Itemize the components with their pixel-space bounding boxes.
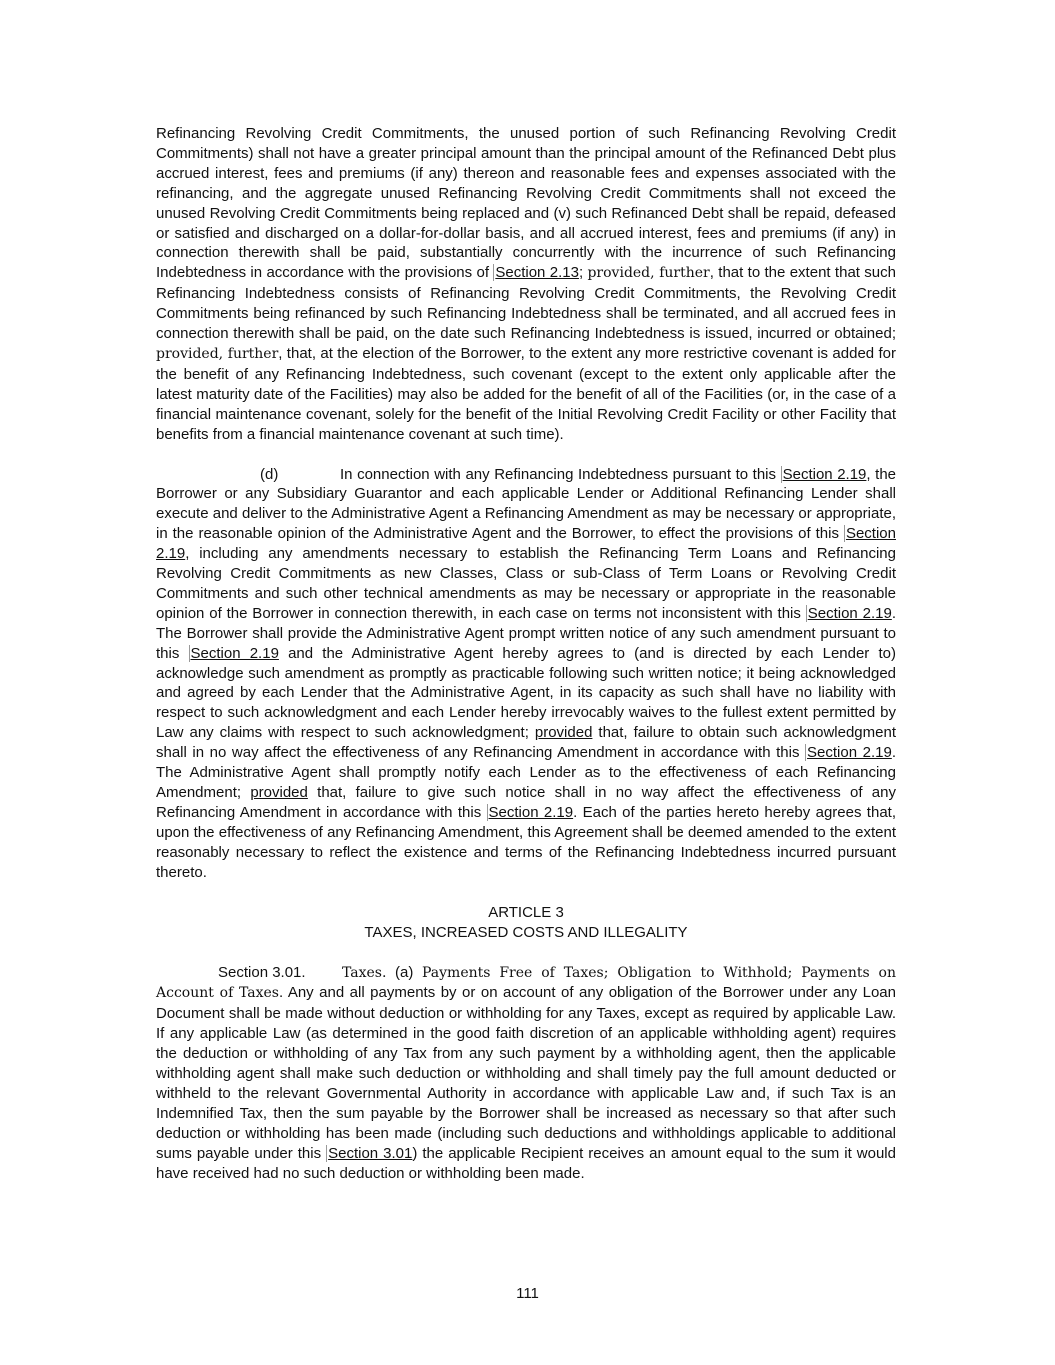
section-link-2-13[interactable]: Section 2.13 bbox=[495, 264, 579, 282]
text: , that to the extent that such Refinancing Indebtedness consists of Refinancing Revolving Credit Commitments, the Revolving Credit Commitments being refinanced by such Refinancing Indebtedness shall be terminated, and all accrued fees in connection therewith shall be paid, on the date such Refinancing Indebtedness is issued, incurred or obtained; bbox=[156, 264, 896, 343]
section-link-2-19[interactable]: Section 2.19 bbox=[156, 525, 896, 563]
proviso-term: provided, further bbox=[587, 265, 710, 282]
text: ) the applicable Recipient receives an amount equal to the sum it would have received had no such deduction or withholding been made. bbox=[156, 1144, 896, 1182]
article-number: ARTICLE 3 bbox=[488, 903, 564, 921]
proviso-term: provided, further bbox=[156, 345, 279, 362]
text: . The Borrower shall provide the Administrative Agent prompt written notice of any such amendment pursuant to this bbox=[156, 604, 896, 662]
section-link-2-19[interactable]: Section 2.19 bbox=[488, 803, 574, 821]
text: ; bbox=[578, 264, 588, 282]
text: . Each of the parties hereto hereby agrees that, upon the effectiveness of any Refinancing Amendment, this Agreement shall be deemed amended to the extent reasonably necessary to reflect the existence and terms of the Refinancing Indebtedness incurred pursuant thereto. bbox=[156, 803, 896, 881]
paragraph-d bbox=[156, 465, 896, 883]
section-label: Section 3.01. bbox=[218, 963, 306, 981]
text: , the Borrower or any Subsidiary Guarantor and each applicable Lender or Additional Refinancing Lender shall execute and deliver to the Administrative Agent a Refinancing Amendment as may be necessary or appropriate, in the reasonable opinion of the Administrative Agent and the Borrower, to effect the provisions of this bbox=[156, 465, 896, 543]
text: (a) bbox=[386, 963, 422, 981]
section-link-2-19[interactable]: Section 2.19 bbox=[782, 465, 867, 483]
paragraph-refinancing-continued bbox=[156, 124, 896, 445]
proviso-term: provided bbox=[250, 784, 308, 801]
section-link-3-01[interactable]: Section 3.01 bbox=[328, 1144, 413, 1162]
document-body bbox=[156, 124, 896, 1184]
proviso-term: provided bbox=[534, 724, 593, 742]
text: , that, at the election of the Borrower, to the extent any more restrictive covenant is added for the benefit of any Refinancing Indebtedness, such covenant (except to the extent only applicable after the latest maturity date of the Facilities) may also be added for the benefit of all of the Facilities (or, in the case of a financial maintenance covenant, solely for the benefit of the Initial Revolving Credit Facility or other Facility that benefits from a financial maintenance covenant at such time). bbox=[156, 344, 896, 443]
subsection-heading: Payments Free of Taxes; Obligation to Withhold; Payments on Account of Taxes bbox=[156, 964, 896, 1002]
page-number: 111 bbox=[516, 1285, 539, 1302]
section-heading: Taxes. bbox=[342, 964, 387, 981]
section-3-01-paragraph bbox=[156, 963, 896, 1184]
article-heading bbox=[156, 903, 896, 943]
text: , including any amendments necessary to establish the Refinancing Term Loans and Refinancing Revolving Credit Commitments as new Classes, Class or sub-Class of Term Loans or Revolving Credit Commitments and such other technical amendments as may be necessary or appropriate in the reasonable opinion of the Borrower in connection therewith, in each case on terms not inconsistent with this bbox=[156, 545, 896, 622]
text: In connection with any Refinancing Indebtedness pursuant to this bbox=[340, 465, 781, 483]
text: . Any and all payments by or on account of any obligation of the Borrower under any Loan Document shall be made without deduction or withholding for any Taxes, except as required by applicable Law. If any applicable Law (as determined in the good faith discretion of an applicable withholding agent) requires the deduction or withholding of any Tax from any such payment by a withholding agent, then the applicable withholding agent shall make such deduction or withholding and shall timely pay the full amount deducted or withheld to the relevant Governmental Authority in accordance with applicable Law and, if such Tax is an Indemnified Tax, then the sum payable by the Borrower shall be increased as necessary so that after such deduction or withholding has been made (including such deductions and withholdings applicable to additional sums payable under this bbox=[156, 984, 896, 1162]
text: that, failure to obtain such acknowledgment shall in no way affect the effectiveness of any Refinancing Amendment in accordance with this bbox=[156, 724, 896, 762]
text: that, failure to give such notice shall in no way affect the effectiveness of any Refinancing Amendment in accordance with this bbox=[156, 784, 896, 821]
section-link-2-19[interactable]: Section 2.19 bbox=[807, 744, 892, 762]
section-link-2-19[interactable]: Section 2.19 bbox=[807, 604, 892, 622]
article-title: TAXES, INCREASED COSTS AND ILLEGALITY bbox=[364, 923, 688, 941]
section-link-2-19[interactable]: Section 2.19 bbox=[190, 644, 279, 662]
text: . The Administrative Agent shall promptly notify each Lender as to the effectiveness of each Refinancing Amendment; bbox=[156, 744, 896, 801]
text: Refinancing Revolving Credit Commitments, the unused portion of such Refinancing Revolving Credit Commitments) shall not have a greater principal amount than the principal amount of the Refinanced Debt plus accrued interest, fees and premiums (if any) thereon and reasonable fees and expenses associated with the refinancing, and the aggregate unused Refinancing Revolving Credit Commitments shall not exceed the unused Revolving Credit Commitments being replaced and (v) such Refinanced Debt shall be repaid, defeased or satisfied and discharged on a dollar-for-dollar basis, and all accrued interest, fees and premiums (if any) in connection therewith shall be paid, substantially concurrently with the incurrence of such Refinancing Indebtedness in accordance with the provisions of bbox=[156, 125, 896, 282]
text: and the Administrative Agent hereby agrees to (and is directed by each Lender to) acknowledge such amendment as promptly as practicable following such written notice; it being acknowledged and agreed by each Lender that the Administrative Agent, in its capacity as such shall have no liability with respect to such acknowledgment and each Lender hereby irrevocably waives to the fullest extent permitted by Law any claims with respect to such acknowledgment; bbox=[156, 644, 896, 742]
clause-label: (d) bbox=[260, 465, 279, 483]
